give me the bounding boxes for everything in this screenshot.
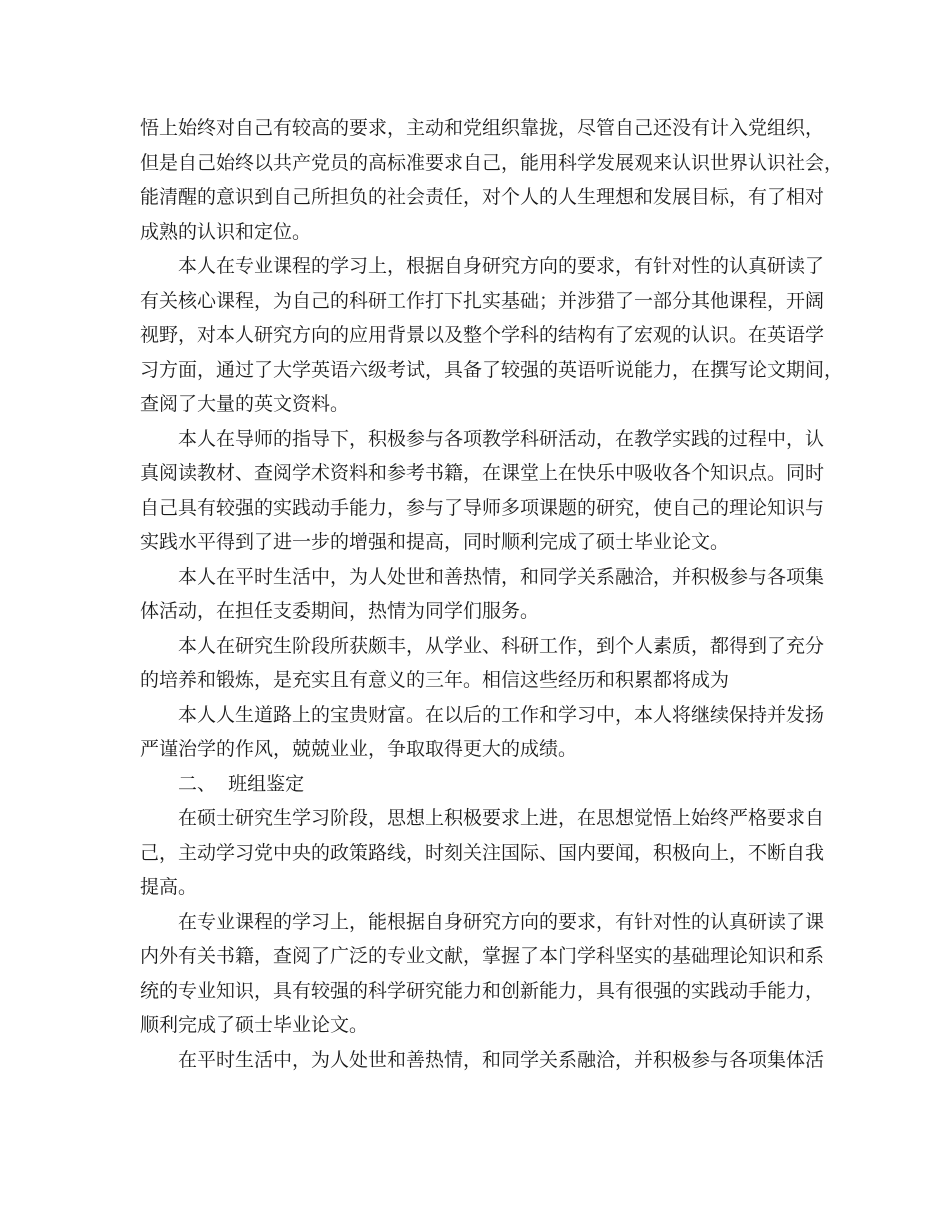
paragraph-line: 的培养和锻炼，是充实且有意义的三年。相信这些经历和积累都将成为 bbox=[140, 669, 730, 691]
paragraph-line: 真阅读教材、查阅学术资料和参考书籍，在课堂上在快乐中吸收各个知识点。同时 bbox=[140, 462, 825, 484]
paragraph-line: 顺利完成了硕士毕业论文。 bbox=[140, 1014, 369, 1036]
paragraph-line: 在硕士研究生学习阶段，思想上积极要求上进，在思想觉悟上始终严格要求自 bbox=[178, 807, 825, 829]
paragraph bbox=[140, 249, 844, 422]
paragraph-line: 查阅了大量的英文资料。 bbox=[140, 393, 350, 415]
document-page bbox=[140, 111, 844, 1077]
paragraph-line: 悟上始终对自己有较高的要求，主动和党组织靠拢，尽管自己还没有计入党组织， bbox=[140, 117, 825, 139]
section-heading bbox=[140, 767, 820, 802]
paragraph-line: 在专业课程的学习上，能根据自身研究方向的要求，有针对性的认真研读了课 bbox=[178, 910, 825, 933]
paragraph bbox=[140, 1043, 825, 1078]
paragraph-line: 成熟的认识和定位。 bbox=[140, 220, 312, 243]
paragraph-line: 本人在导师的指导下，积极参与各项教学科研活动，在教学实践的过程中，认 bbox=[178, 427, 825, 450]
paragraph bbox=[140, 905, 825, 1043]
paragraph-line: 本人在专业课程的学习上，根据自身研究方向的要求，有针对性的认真研读了 bbox=[178, 255, 825, 277]
paragraph-line: 内外有关书籍，查阅了广泛的专业文献，掌握了本门学科坚实的基础理论知识和系 bbox=[140, 945, 825, 967]
paragraph bbox=[140, 629, 825, 698]
paragraph-line: 自己具有较强的实践动手能力，参与了导师多项课题的研究，使自己的理论知识与 bbox=[140, 496, 825, 519]
paragraph-line: 统的专业知识，具有较强的科学研究能力和创新能力，具有很强的实践动手能力， bbox=[140, 979, 825, 1002]
paragraph-line: 有关核心课程，为自己的科研工作打下扎实基础；并涉猎了一部分其他课程，开阔 bbox=[140, 289, 825, 312]
paragraph-line: 视野，对本人研究方向的应用背景以及整个学科的结构有了宏观的认识。在英语学 bbox=[140, 324, 825, 346]
paragraph-line: 己，主动学习党中央的政策路线，时刻关注国际、国内要闻，积极向上，不断自我 bbox=[140, 841, 825, 864]
paragraph-line: 提高。 bbox=[140, 876, 198, 898]
paragraph bbox=[140, 560, 825, 629]
paragraph-line: 但是自己始终以共产党员的高标准要求自己，能用科学发展观来认识世界认识社会， bbox=[140, 151, 844, 174]
paragraph bbox=[140, 111, 844, 249]
heading-text: 二、 班组鉴定 bbox=[178, 772, 305, 795]
paragraph-line: 本人在平时生活中，为人处世和善热情，和同学关系融洽，并积极参与各项集 bbox=[178, 565, 825, 588]
paragraph-line: 能清醒的意识到自己所担负的社会责任，对个人的人生理想和发展目标，有了相对 bbox=[140, 186, 825, 208]
paragraph-line: 本人在研究生阶段所获颇丰，从学业、科研工作，到个人素质，都得到了充分 bbox=[178, 634, 825, 657]
paragraph-line: 在平时生活中，为人处世和善热情，和同学关系融洽，并积极参与各项集体活 bbox=[178, 1048, 825, 1071]
paragraph bbox=[140, 801, 825, 905]
paragraph-line: 实践水平得到了进一步的增强和提高，同时顺利完成了硕士毕业论文。 bbox=[140, 531, 730, 553]
paragraph-line: 体活动，在担任支委期间，热情为同学们服务。 bbox=[140, 600, 540, 622]
paragraph-line: 本人人生道路上的宝贵财富。在以后的工作和学习中，本人将继续保持并发扬 bbox=[178, 703, 825, 726]
paragraph bbox=[140, 698, 825, 767]
paragraph-line: 习方面，通过了大学英语六级考试，具备了较强的英语听说能力，在撰写论文期间， bbox=[140, 358, 844, 381]
paragraph-line: 严谨治学的作风，兢兢业业，争取取得更大的成绩。 bbox=[140, 738, 578, 760]
paragraph bbox=[140, 422, 825, 560]
